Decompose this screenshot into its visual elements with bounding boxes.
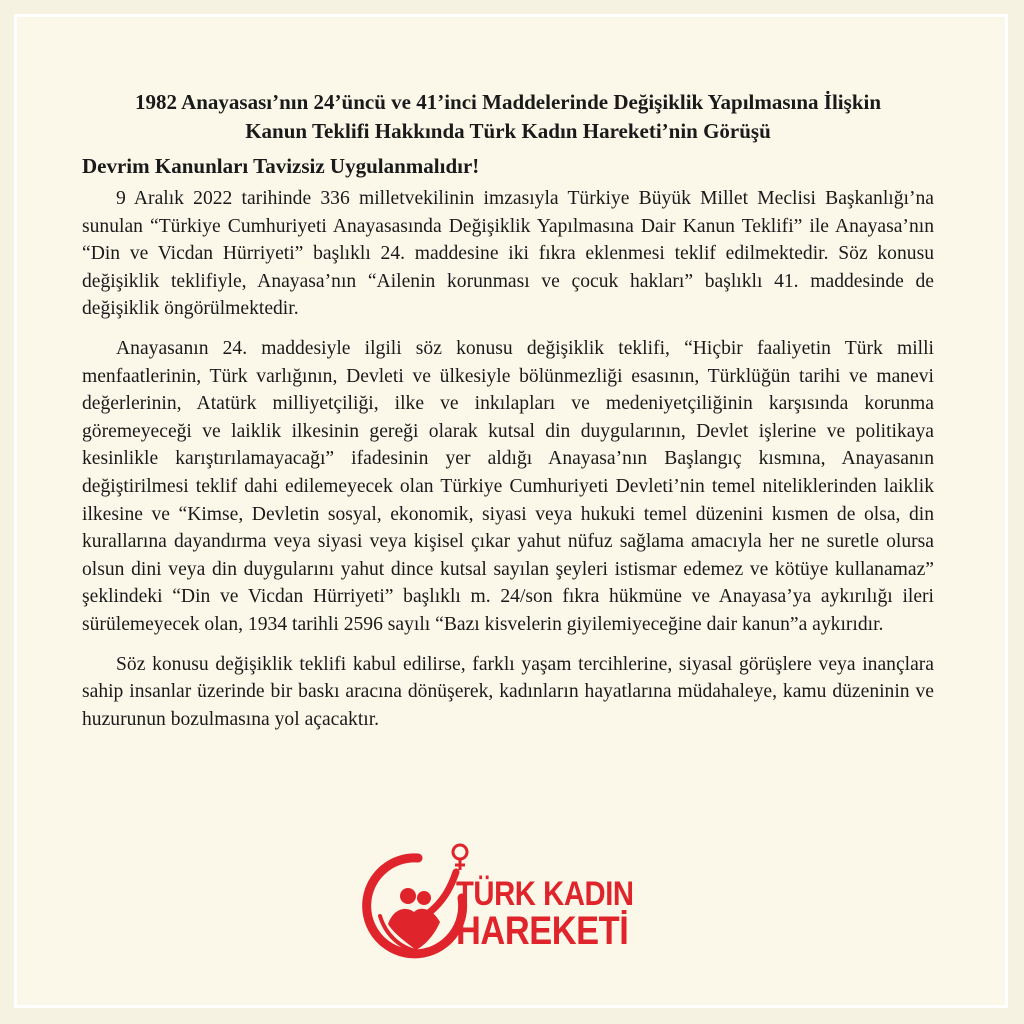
paragraph-1: 9 Aralık 2022 tarihinde 336 milletvekilinin imzasıyla Türkiye Büyük Millet Meclisi Başkanlığı’na sunulan “Türkiye Cumhuriyeti Anayasasında Değişiklik Yapılmasına Dair Kanun Teklifi” ile Anayasa’nın “Din ve Vicdan Hürriyeti” başlıklı 24. maddesine iki fıkra eklenmesi teklif edilmektedir. Söz konusu değişiklik teklifiyle, Anayasa’nın “Ailenin korunması ve çocuk hakları” başlıklı 41. maddesinde de değişiklik öngörülmektedir. (82, 188, 934, 320)
paragraph-3: Söz konusu değişiklik teklifi kabul edilirse, farklı yaşam tercihlerine, siyasal görüşlere veya inançlara sahip insanlar üzerinde bir baskı aracına dönüşerek, kadınların hayatlarına müdahaleye, kamu düzeninin ve huzurunun bozulmasına yol açacaktır. (82, 653, 934, 730)
document-subtitle: Devrim Kanunları Tavizsiz Uygulanmalıdır! (82, 154, 480, 178)
logo-text-line-2: HAREKETİ (456, 909, 629, 953)
paragraph-2: Anayasanın 24. maddesiyle ilgili söz konusu değişiklik teklifi, “Hiçbir faaliyetin Türk milli menfaatlerinin, Türk varlığının, Devleti ve ülkesiyle bölünmezliği esasının, Türklüğün tarihi ve manevi değerlerinin, Atatürk milliyetçiliği, ilke ve inkılapları ve medeniyetçiliğinin karşısında korunma göremeyeceği ve laiklik ilkesinin gereği olarak kutsal din duygularının, Devlet işlerine ve politikaya kesinlikle karıştırılamayacağı” ifadesinin yer aldığı Anayasa’nın Başlangıç kısmına, Anayasanın değiştirilmesi teklif dahi edilemeyecek olan Türkiye Cumhuriyeti Devleti’nin temel niteliklerinden laiklik ilkesine ve “Kimse, Devletin sosyal, ekonomik, siyasi veya hukuki temel düzenini kısmen de olsa, din kurallarına dayandırma veya siyasi veya kişisel çıkar yahut nüfuz sağlama amacıyla her ne suretle olursa olsun dini veya din duygularını yahut dince kutsal sayılan şeyleri istismar edemez ve kötüye kullanamaz” şeklindeki “Din ve Vicdan Hürriyeti” başlıklı m. 24/son fıkra hükmüne ve Anayasa’ya aykırılığı ileri sürülemeyecek olan, 1934 tarihli 2596 sayılı “Bazı kisvelerin giyilemiyeceğine dair kanun”a aykırıdır. (82, 337, 934, 635)
document-body (82, 88, 934, 745)
title-line-1: 1982 Anayasası’nın 24’üncü ve 41’inci Maddelerinde Değişiklik Yapılmasına İlişkin (134, 90, 882, 114)
document-title (82, 88, 934, 146)
title-line-2: Kanun Teklifi Hakkında Türk Kadın Hareketi’nin Görüşü (245, 119, 771, 143)
organization-logo (358, 838, 678, 968)
logo-text-line-1: TÜRK KADIN (456, 875, 634, 913)
